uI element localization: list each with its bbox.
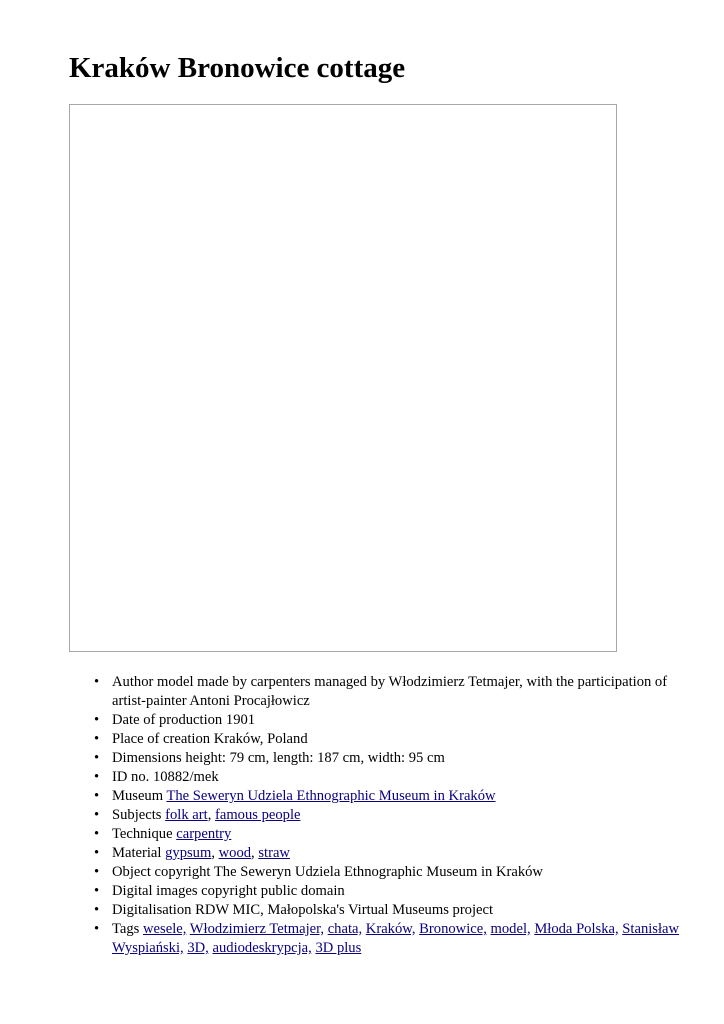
detail-images-copyright-label: Digital images copyright <box>112 883 258 899</box>
detail-place <box>112 730 692 749</box>
detail-object-copyright-value: The Seweryn Udziela Ethnographic Museum in Kraków <box>213 864 543 880</box>
subjects-link[interactable]: famous people <box>214 807 301 823</box>
subjects-links: folk art, famous people <box>165 807 301 823</box>
material-links: gypsum, wood, straw <box>165 845 290 861</box>
detail-object-copyright-label: Object copyright <box>112 864 211 880</box>
subjects-link[interactable]: folk art <box>165 807 208 823</box>
detail-technique <box>112 825 692 844</box>
detail-digitalisation-label: Digitalisation <box>112 902 192 918</box>
detail-museum-label: Museum <box>112 788 164 804</box>
artwork-image-placeholder <box>69 104 617 652</box>
tags-link[interactable]: Młoda Polska, <box>534 921 619 937</box>
detail-author <box>112 673 692 711</box>
tags-link[interactable]: wesele, <box>143 921 187 937</box>
tags-link[interactable]: Stanisław Wyspiański, <box>112 921 680 956</box>
detail-material-label: Material <box>112 845 162 861</box>
detail-subjects-label: Subjects <box>112 807 162 823</box>
detail-date <box>112 711 692 730</box>
material-link[interactable]: gypsum <box>165 845 212 861</box>
detail-id-value: 10882/mek <box>152 769 219 785</box>
detail-dimensions-value: height: 79 cm, length: 187 cm, width: 95 cm <box>185 750 445 766</box>
detail-tags <box>112 920 692 958</box>
detail-tags-label: Tags <box>112 921 140 937</box>
detail-digitalisation-value: RDW MIC, Małopolska's Virtual Museums project <box>195 902 494 918</box>
material-link[interactable]: wood <box>218 845 252 861</box>
detail-images-copyright <box>112 882 692 901</box>
detail-date-value: 1901 <box>225 712 256 728</box>
tags-link[interactable]: Bronowice, <box>419 921 487 937</box>
detail-material <box>112 844 692 863</box>
detail-date-label: Date of production <box>112 712 223 728</box>
tags-link[interactable]: Włodzimierz Tetmajer, <box>189 921 325 937</box>
detail-author-label: Author <box>112 674 154 690</box>
tags-link[interactable]: 3D, <box>187 940 209 956</box>
detail-images-copyright-value: public domain <box>260 883 345 899</box>
detail-dimensions <box>112 749 692 768</box>
detail-id-label: ID no. <box>112 769 150 785</box>
detail-id <box>112 768 692 787</box>
detail-subjects <box>112 806 692 825</box>
detail-place-value: Kraków, Poland <box>213 731 308 747</box>
detail-place-label: Place of creation <box>112 731 211 747</box>
metadata-list <box>112 673 692 958</box>
detail-museum <box>112 787 692 806</box>
tags-link[interactable]: Kraków, <box>365 921 416 937</box>
detail-author-value: model made by carpenters managed by Włodzimierz Tetmajer, with the participation of artist-painter Antoni Procajłowicz <box>112 674 668 709</box>
tags-links <box>112 921 679 956</box>
tags-link[interactable]: chata, <box>327 921 363 937</box>
museum-link[interactable]: The Seweryn Udziela Ethnographic Museum in Kraków <box>166 788 496 804</box>
detail-dimensions-label: Dimensions <box>112 750 182 766</box>
tags-link[interactable]: 3D plus <box>315 940 362 956</box>
tags-link[interactable]: model, <box>490 921 531 937</box>
detail-object-copyright <box>112 863 692 882</box>
material-link[interactable]: straw <box>258 845 290 861</box>
page-title: Kraków Bronowice cottage <box>69 52 406 84</box>
tags-link[interactable]: audiodeskrypcja, <box>212 940 312 956</box>
technique-link[interactable]: carpentry <box>176 826 232 842</box>
detail-digitalisation <box>112 901 692 920</box>
technique-links <box>176 826 231 842</box>
detail-technique-label: Technique <box>112 826 173 842</box>
